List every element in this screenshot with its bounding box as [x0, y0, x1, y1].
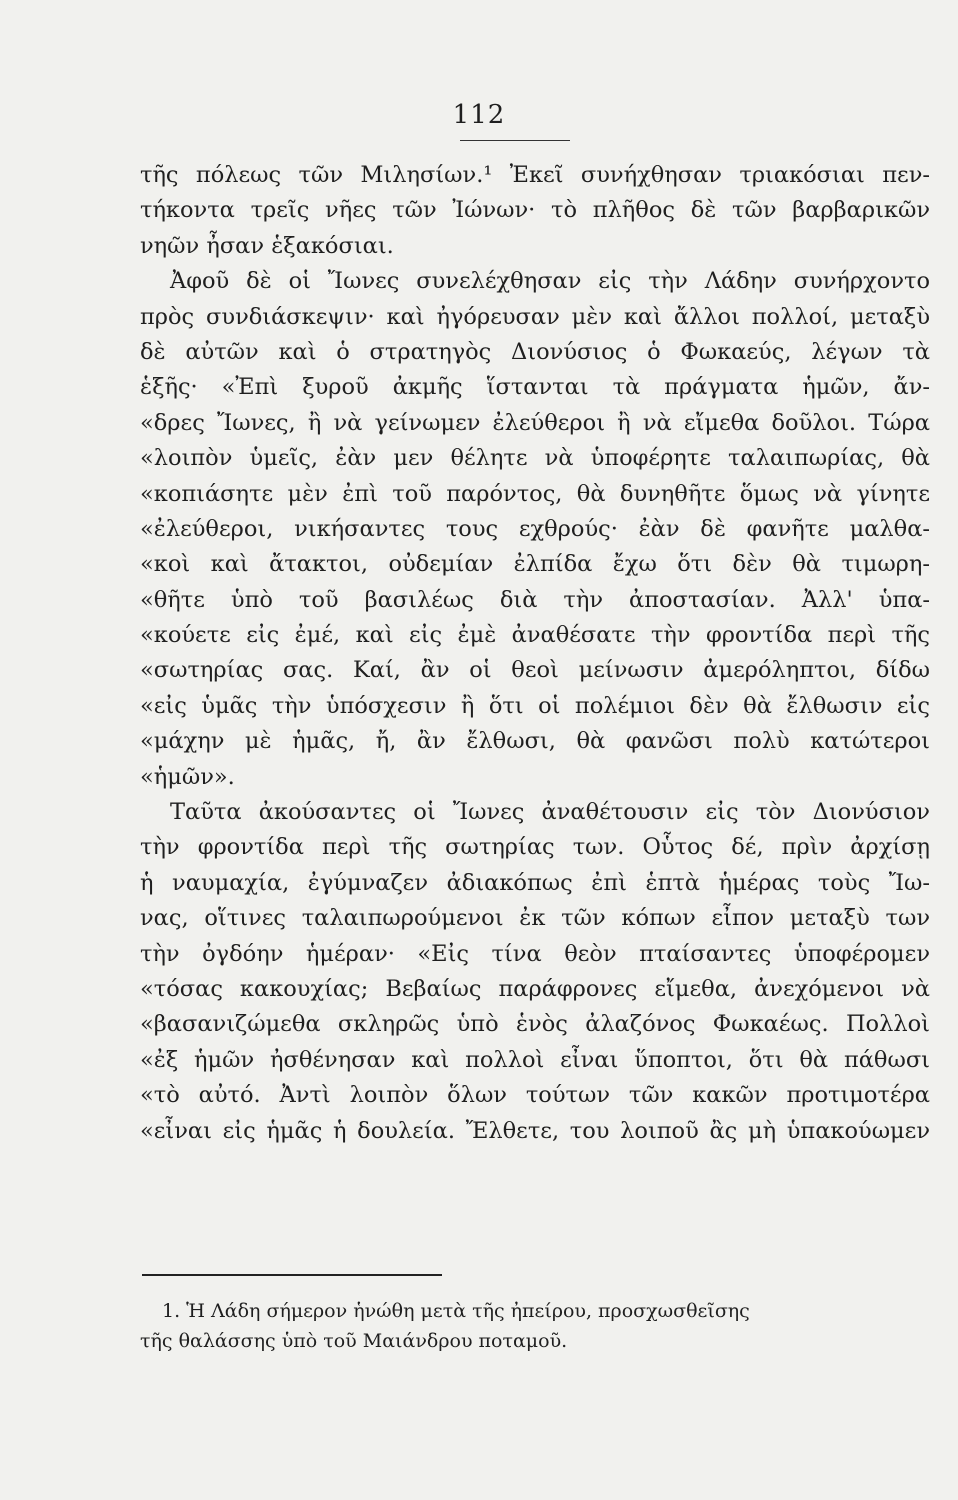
page-number: 112 [452, 100, 506, 130]
page-number-rule [460, 140, 570, 141]
text-line: τὴν φροντίδα περὶ τῆς σωτηρίας των. Οὗτος δέ, πρὶν ἀρχίσῃ [140, 834, 930, 861]
footnote-line: τῆς θαλάσσης ὑπὸ τοῦ Μαιάνδρου ποταμοῦ. [140, 1330, 568, 1352]
text-line: «εἶναι εἰς ἡμᾶς ἡ δουλεία. Ἔλθετε, του λοιποῦ ἂς μὴ ὑπακούωμεν [140, 1117, 930, 1144]
text-line: «δρες Ἴωνες, ἢ νὰ γείνωμεν ἐλεύθεροι ἢ νὰ εἴμεθα δοῦλοι. Τώρα [140, 409, 930, 436]
text-line: «ἐξ ἡμῶν ἠσθένησαν καὶ πολλοὶ εἶναι ὕποπτοι, ὅτι θὰ πάθωσι [140, 1046, 930, 1073]
text-line: «κούετε εἰς ἐμέ, καὶ εἰς ἐμὲ ἀναθέσατε τὴν φροντίδα περὶ τῆς [140, 622, 930, 649]
text-line: Ἀφοῦ δὲ οἱ Ἴωνες συνελέχθησαν εἰς τὴν Λάδην συνήρχοντο [170, 268, 930, 295]
text-line: «εἰς ὑμᾶς τὴν ὑπόσχεσιν ἢ ὅτι οἱ πολέμιοι δὲν θὰ ἔλθωσιν εἰς [140, 692, 930, 719]
text-line: «κοὶ καὶ ἄτακτοι, οὐδεμίαν ἐλπίδα ἔχω ὅτι δὲν θὰ τιμωρη- [140, 551, 930, 578]
footnote-rule [142, 1274, 442, 1276]
text-line: πρὸς συνδιάσκεψιν· καὶ ἠγόρευσαν μὲν καὶ ἄλλοι πολλοί, μεταξὺ [140, 303, 930, 330]
text-line: δὲ αὐτῶν καὶ ὁ στρατηγὸς Διονύσιος ὁ Φωκαεύς, λέγων τὰ [140, 338, 930, 365]
text-line: νας, οἵτινες ταλαιπωρούμενοι ἐκ τῶν κόπων εἶπον μεταξὺ των [140, 905, 930, 932]
footnotes [140, 1296, 930, 1356]
body-text [140, 158, 930, 1149]
text-line: νηῶν ἦσαν ἑξακόσιαι. [140, 232, 394, 259]
text-line: «ἐλεύθεροι, νικήσαντες τους εχθρούς· ἐὰν δὲ φανῆτε μαλθα- [140, 515, 930, 542]
text-line: «βασανιζώμεθα σκληρῶς ὑπὸ ἑνὸς ἀλαζόνος Φωκαέως. Πολλοὶ [140, 1011, 930, 1038]
text-line: «θῆτε ὑπὸ τοῦ βασιλέως διὰ τὴν ἀποστασίαν. Ἀλλ' ὑπα- [140, 586, 930, 613]
text-line: τὴν ὀγδόην ἡμέραν· «Εἰς τίνα θεὸν πταίσαντες ὑποφέρομεν [140, 940, 930, 967]
text-line: «λοιπὸν ὑμεῖς, ἐὰν μεν θέλητε νὰ ὑποφέρητε ταλαιπωρίας, θὰ [140, 445, 930, 472]
text-line: «κοπιάσητε μὲν ἐπὶ τοῦ παρόντος, θὰ δυνηθῆτε ὅμως νὰ γίνητε [140, 480, 930, 507]
footnote-line: 1. Ἡ Λάδη σήμερον ἡνώθη μετὰ τῆς ἠπείρου, προσχωσθεῖσης [162, 1300, 750, 1322]
text-line: «τὸ αὐτό. Ἀντὶ λοιπὸν ὅλων τούτων τῶν κακῶν προτιμοτέρα [140, 1082, 930, 1109]
text-line: «τόσας κακουχίας; Βεβαίως παράφρονες εἴμεθα, ἀνεχόμενοι νὰ [140, 975, 930, 1002]
text-line: «σωτηρίας σας. Καί, ἂν οἱ θεοὶ μείνωσιν ἀμερόληπτοι, δίδω [140, 657, 930, 684]
text-line: ἡ ναυμαχία, ἐγύμναζεν ἀδιακόπως ἐπὶ ἑπτὰ ἡμέρας τοὺς Ἴω- [140, 869, 930, 896]
text-line: τῆς πόλεως τῶν Μιλησίων.¹ Ἐκεῖ συνήχθησαν τριακόσιαι πεν- [140, 162, 930, 188]
text-line: «ἡμῶν». [140, 763, 235, 790]
text-line: ἑξῆς· «Ἐπὶ ξυροῦ ἀκμῆς ἵστανται τὰ πράγματα ἡμῶν, ἄν- [140, 374, 930, 401]
text-line: Ταῦτα ἀκούσαντες οἱ Ἴωνες ἀναθέτουσιν εἰς τὸν Διονύσιον [170, 799, 930, 826]
text-line: «μάχην μὲ ἡμᾶς, ἤ, ἂν ἔλθωσι, θὰ φανῶσι πολὺ κατώτεροι [140, 728, 930, 755]
text-line: τήκοντα τρεῖς νῆες τῶν Ἰώνων· τὸ πλῆθος δὲ τῶν βαρβαρικῶν [140, 197, 930, 224]
